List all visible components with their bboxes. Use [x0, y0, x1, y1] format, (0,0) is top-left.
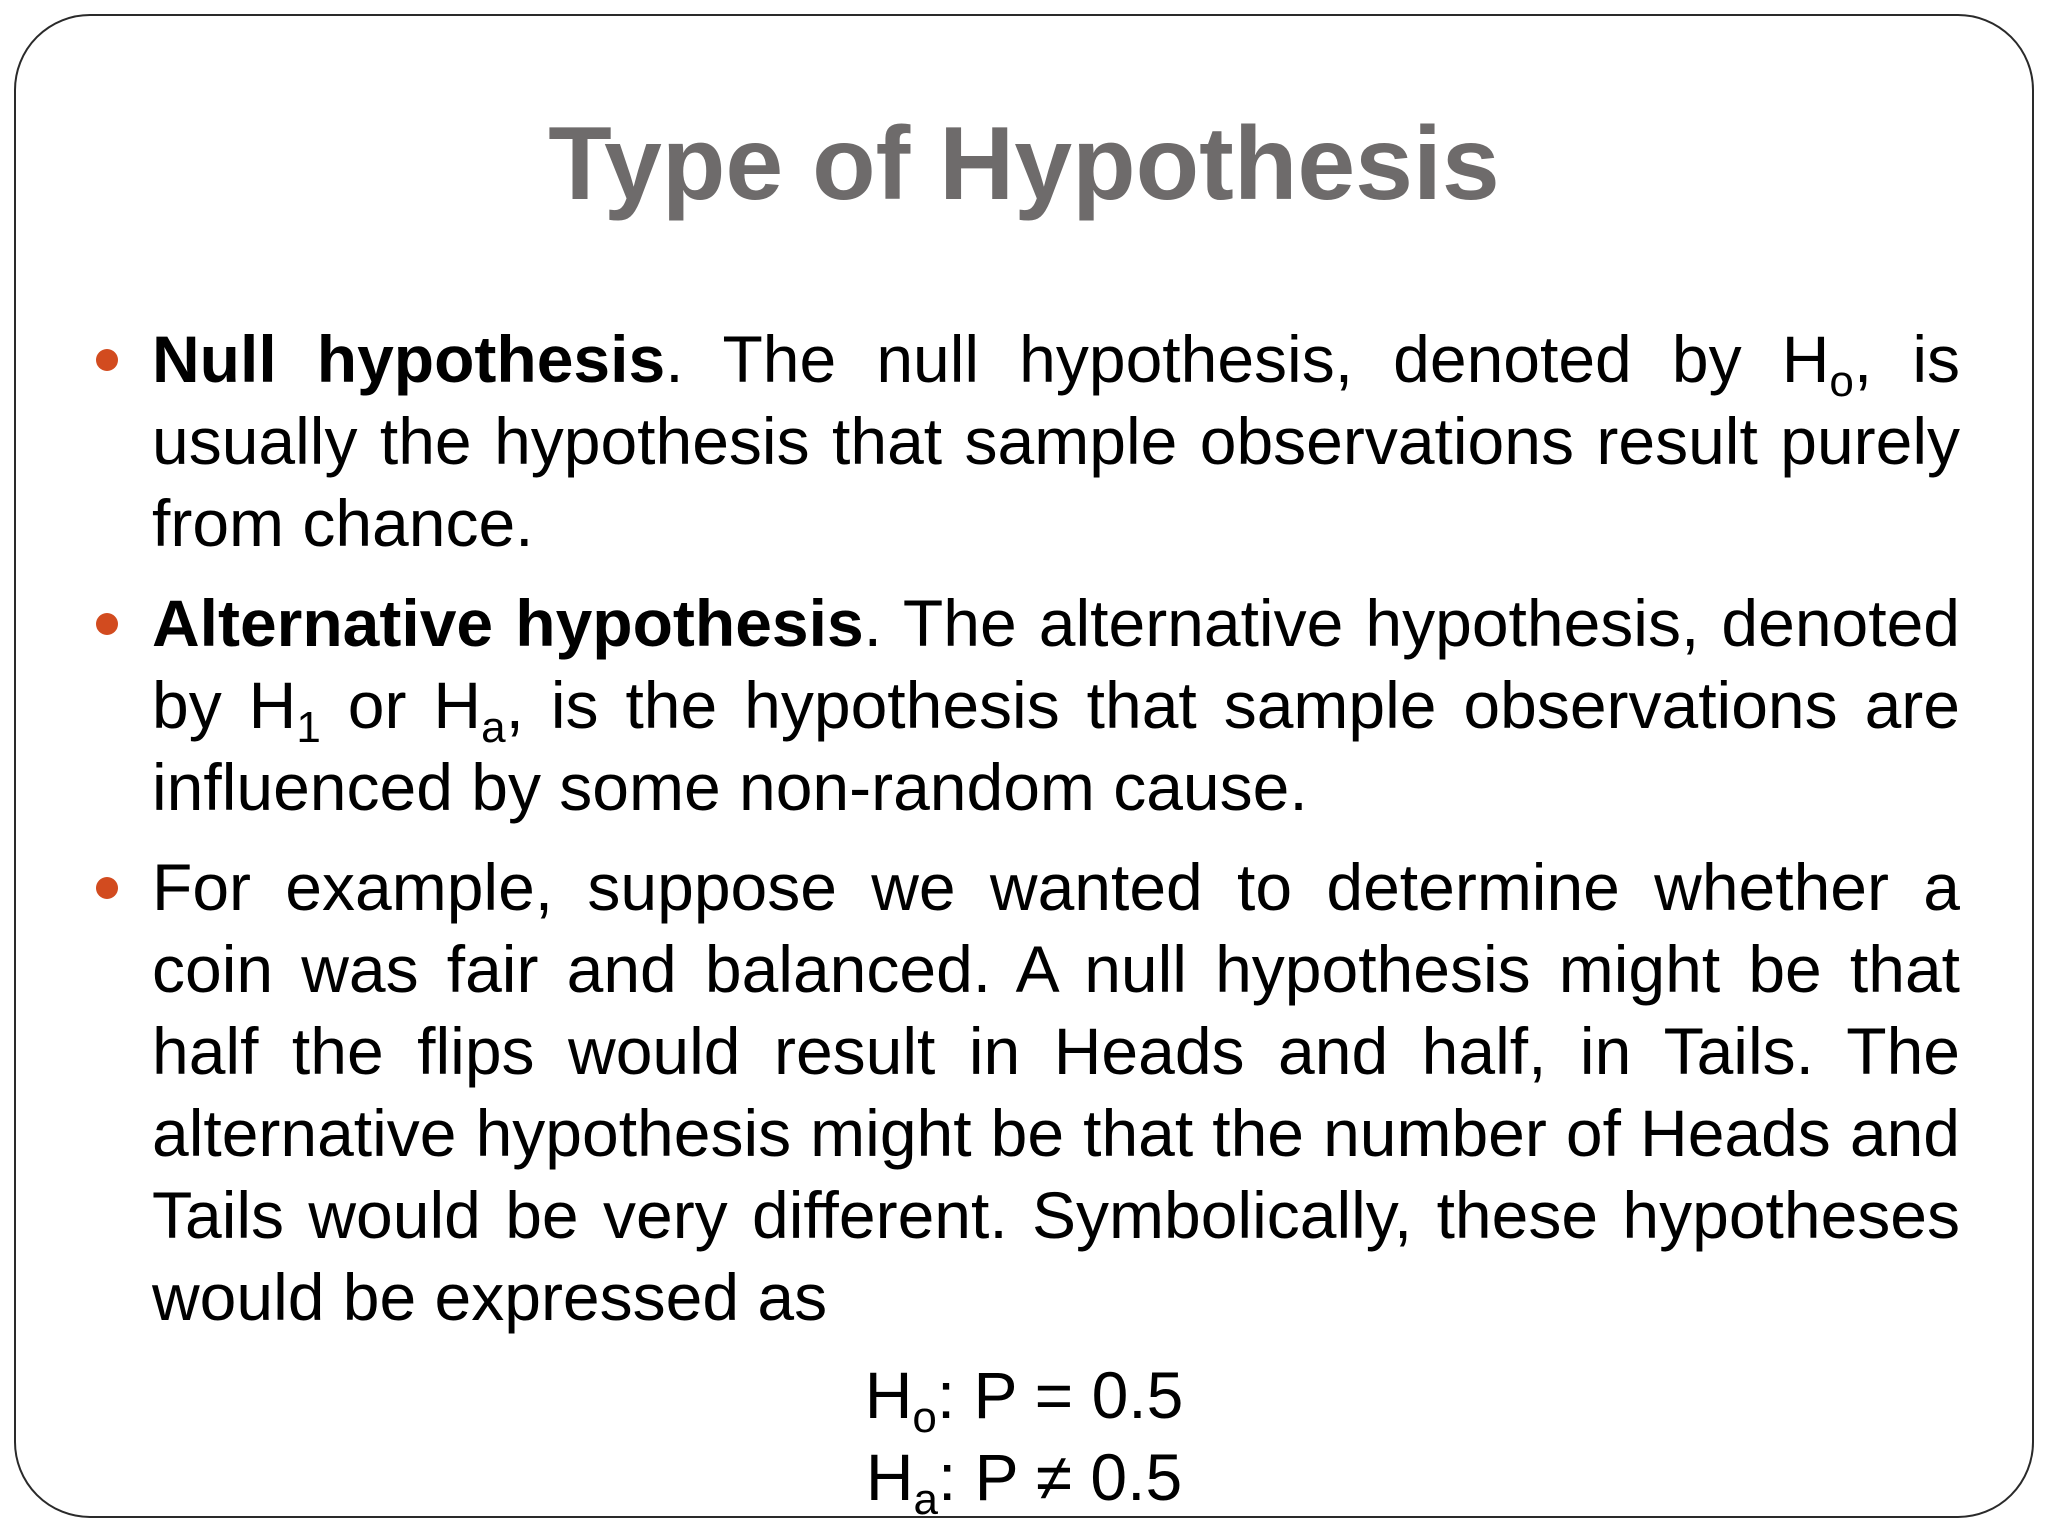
bullet-text: For example, suppose we wanted to determine whether a coin was fair and balanced. A null hypothesis might be that half the flips would result in Heads and half, in Tails. The alternative hypothesis might be that the number of Heads and Tails would be very different. Symbolically, these hypotheses would be expressed as [152, 850, 1960, 1334]
subscript: a [481, 703, 506, 752]
equation-alternative [0, 1436, 2048, 1524]
term-alternative-hypothesis: Alternative hypothesis [152, 586, 864, 660]
bullet-example [152, 846, 1960, 1338]
bullet-text: , is the hypothesis that sample observations are influenced by some non-random cause. [152, 668, 1960, 824]
bullet-list [152, 318, 1960, 1356]
eq-symbol: H [864, 1358, 913, 1432]
bullet-text: . The alternative hypothesis, denoted by H [152, 586, 1961, 742]
slide-title: Type of Hypothesis [548, 106, 1500, 222]
bullet-null-hypothesis [152, 318, 1960, 564]
subscript: a [913, 1475, 938, 1524]
hypothesis-equations [0, 1354, 2048, 1524]
bullet-text: . The null hypothesis, denoted by H [665, 322, 1830, 396]
bullet-alternative-hypothesis [152, 582, 1960, 828]
eq-expression: : P = 0.5 [936, 1358, 1184, 1432]
eq-expression: : P ≠ 0.5 [938, 1440, 1183, 1514]
eq-symbol: H [865, 1440, 914, 1514]
subscript: o [912, 1393, 937, 1442]
bullet-text: or H [320, 668, 482, 742]
bullet-text: , is usually the hypothesis that sample observations result purely from chance. [152, 322, 1960, 560]
subscript: o [1829, 357, 1854, 406]
subscript: 1 [296, 703, 321, 752]
term-null-hypothesis: Null hypothesis [152, 322, 666, 396]
equation-null [0, 1354, 2048, 1442]
